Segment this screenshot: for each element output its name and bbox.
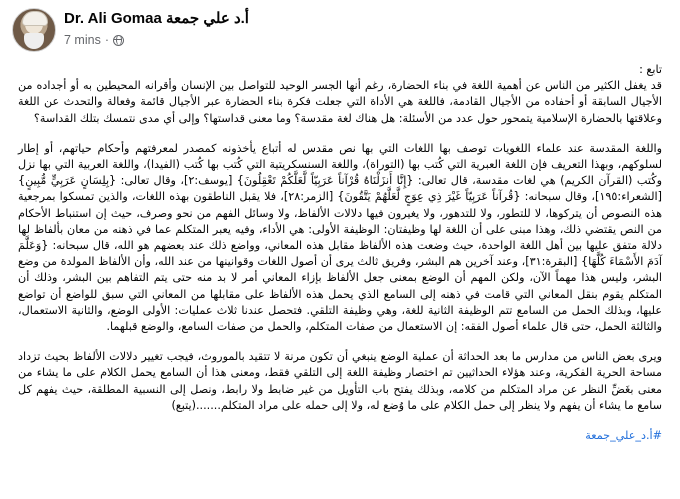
post-time[interactable]: 7 mins <box>64 33 101 47</box>
author-name[interactable]: Dr. Ali Gomaa أ.د علي جمعة <box>64 10 249 27</box>
post-intro: تابع : <box>639 63 662 76</box>
avatar-turban <box>22 11 48 26</box>
post-meta <box>64 33 124 47</box>
post-body <box>18 62 662 458</box>
post-paragraph-1: قد يغفل الكثير من الناس عن أهمية اللغة في بناء الحضارة، رغم أنها الجسر الوحيد للتواصل بين الإنسان وأقرانه المحيطين به أو أجداده من الأجيال السابقة أو أحفاده من الأجيال القادمة، فاللغة هي الأداة التي جعلت فكرة بناء الحضارة عبر الأجيال قائمة وفعالة والتحدث عن اللغة وعلاقتها بالحضارة الإسلامية يتمحور حول عدد من الأسئلة: هل هناك لغة مقدسة؟ وما معنى قداستها؟ وإلى أي مدى نتمسك بتلك القداسة؟ <box>18 79 662 125</box>
post-paragraph-2: واللغة المقدسة عند علماء اللغويات توصف بها اللغات التي بها نص مقدس له أتباع يأخذونه كمصدر لمعرفتهم وأحكام حياتهم، أو إطار لسلوكهم، وبهذا التعريف فإن اللغة العبرية التي كُتب بها (التوراة)، واللغة السنسكريتية التي كُتب بها كُتب (الفيدا)، واللغة العربية التي بها نزل وكُتب (القرآن الكريم) هي لغات مقدسة، قال تعالى: {إِنَّا أَنزَلْنَاهُ قُرْآناً عَرَبِيّاً لَّعَلَّكُمْ تَعْقِلُونَ} [يوسف:٢]، وقال تعالى: {بِلِسَانٍ عَرَبِيٍّ مُّبِينٍ} [الشعراء:١٩٥]، وقال سبحانه: {قُرآناً عَرَبِيّاً غَيْرَ ذِي عِوَجٍ لَّعَلَّهُمْ يَتَّقُونَ} [الزمر:٢٨]، فلا يقبل الناطقون بهذه اللغات، والذين تمسكوا بمرجعية هذه النصوص أن يتركوها، لا للتطور، ولا للتدهور، ولا يغيرون فيها دلالات الألفاظ، ولا وسائل الفهم من نحو وصرف، حيث إن استنباط الأحكام من النص يقتضي ذلك، وهذا مبنى على أن اللغة لها وظيفتان: الوظيفة الأولى: هي الأداء، وفيه يعبر المتكلم عما في ذهنه من معان بألفاظ لها دلالة متفق عليها بين أهل اللغة الواحدة، حيث وضعت هذه الألفاظ مقابل هذه المعاني، وواضع ذلك عند بعضهم هو الله، قال سبحانه: {وَعَلَّمَ آدَمَ الأَسْمَاءَ كُلَّهَا} [البقرة:٣١]، وعند آخرين هم البشر، وفريق ثالث يرى أن أصول اللغات وقوانينها من عند الله، وأن الألفاظ المولدة من وضع البشر، وليس هذا مهماً الآن، ولكن المهم أن الوضع بمعنى جعل الألفاظ بإزاء المعاني أمر لا بد منه حتى يتم التفاهم بين البشر، وذلك أن المتكلم يقوم بنقل المعاني التي قامت في ذهنه إلى السامع الذي يحمل هذه الألفاظ على مقابلها من المعاني التي سبق للواضع أن تواضع عليها، وبذلك الحمل من السامع تتم الوظيفة الثانية للغة، وهي وظيفة التلقي. فتحصل عندنا ثلاث عمليات: الأولى الوضع، والثانية الاستعمال، والثالثة الحمل، حتى قال علماء أصول الفقه: إن الاستعمال من صفات المتكلم، والحمل من صفات السامع، والوضع قبلهما. <box>18 141 662 334</box>
avatar-beard <box>24 33 44 49</box>
post-paragraph-3: ويرى بعض الناس من مدارس ما بعد الحداثة أن عملية الوضع ينبغي أن تكون مرنة لا تتقيد بالموروث، فيجب تغيير دلالات الألفاظ بحيث تزداد مساحة الحرية الفكرية، وعند هؤلاء الحداثيين تم اختصار وظيفة اللغة إلى التلقي فقط، ومعنى هذا أن السامع يحمل الكلام على ما يشاء من معنى بغَضِّ النظر عن مراد المتكلم من كلامه، وبذلك يفتح باب التأويل من غير ضابط ولا رابط، ونصل إلى النسبية المطلقة، حيث يفهم كل سامع ما يشاء أن يفهم ولا ينظر إلى حمل الكلام على ما وُضع له، ولا إلى حمله على مراد المتكلم.......(يتبع) <box>18 350 662 412</box>
avatar[interactable] <box>12 8 56 52</box>
globe-icon[interactable] <box>113 35 124 46</box>
meta-separator: · <box>104 33 109 47</box>
hashtag-link[interactable]: #أ.د_علي_جمعة <box>585 429 662 443</box>
post-header <box>0 0 680 60</box>
